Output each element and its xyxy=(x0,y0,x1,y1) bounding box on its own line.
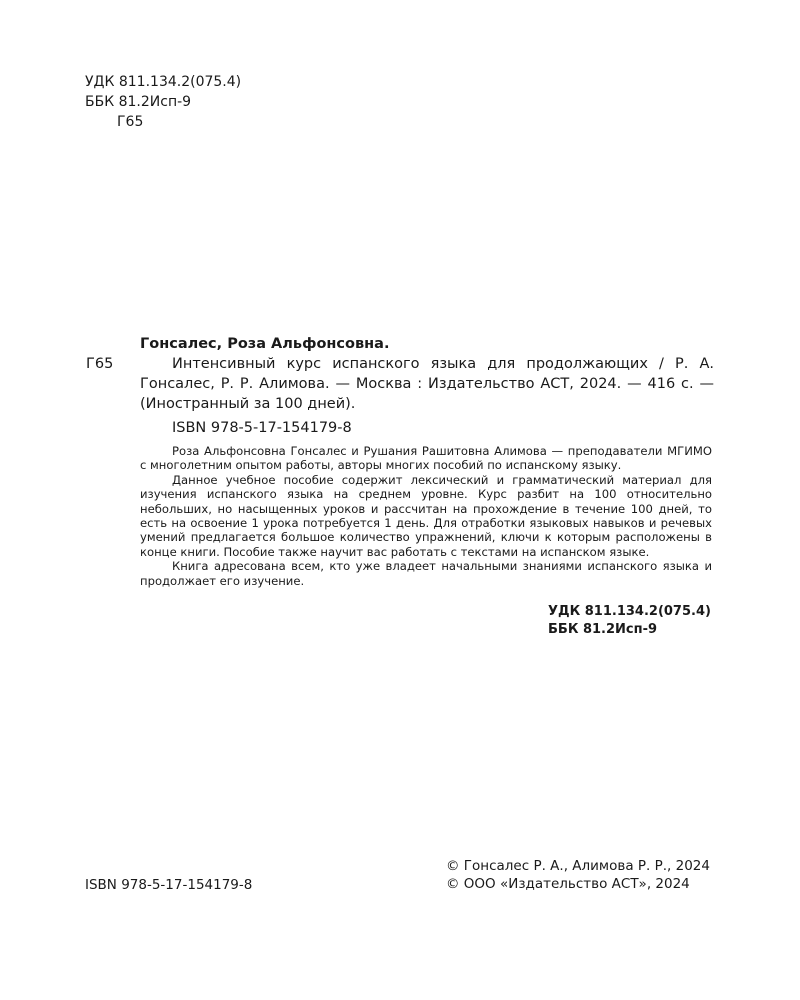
copyright-publisher: © ООО «Издательство АСТ», 2024 xyxy=(446,876,690,892)
record-author-mark: Г65 xyxy=(86,356,114,372)
annotation-paragraph: Данное учебное пособие содержит лексический и грамматический материал для изучения испанского языка на среднем уровне. Курс разбит на 100 относительно небольших, но насыщенных уроков и рассчитан на прохождение в течение 100 дней, то есть на освоение 1 урока потребуется 1 день. Для отработки языковых навыков и речевых умений предлагается большое количество упражнений, ключи к которым расположены в конце книги. Пособие также научит вас работать с текстами на испанском языке. xyxy=(140,472,712,559)
record-description: Интенсивный курс испанского языка для продолжающих / Р. А. Гонсалес, Р. Р. Алимова. — Москва : Издательство АСТ, 2024. — 416 с. — (Иностранный за 100 дней). xyxy=(140,356,714,412)
annotation xyxy=(140,444,712,588)
author-heading: Гонсалес, Роза Альфонсовна. xyxy=(140,336,390,352)
udk-code-repeat: УДК 811.134.2(075.4) xyxy=(548,604,711,619)
author-mark: Г65 xyxy=(117,114,144,130)
classification-block xyxy=(85,72,241,132)
record-description-row xyxy=(86,354,714,414)
bbk-code-repeat: ББК 81.2Исп-9 xyxy=(548,622,658,637)
bibliographic-record xyxy=(86,334,714,438)
bbk-code: ББК 81.2Исп-9 xyxy=(85,94,192,110)
footer-isbn: ISBN 978-5-17-154179-8 xyxy=(85,877,253,893)
annotation-paragraph: Книга адресована всем, кто уже владеет начальными знаниями испанского языка и продолжает его изучение. xyxy=(140,559,712,588)
copyright-block xyxy=(446,857,710,893)
record-isbn: ISBN 978-5-17-154179-8 xyxy=(172,420,352,436)
classification-repeat xyxy=(548,603,711,639)
annotation-paragraph: Роза Альфонсовна Гонсалес и Рушания Рашитовна Алимова — преподаватели МГИМО с многолетним опытом работы, авторы многих пособий по испанскому языку. xyxy=(140,444,712,473)
copyright-authors: © Гонсалес Р. А., Алимова Р. Р., 2024 xyxy=(446,858,710,874)
udk-code: УДК 811.134.2(075.4) xyxy=(85,74,242,90)
